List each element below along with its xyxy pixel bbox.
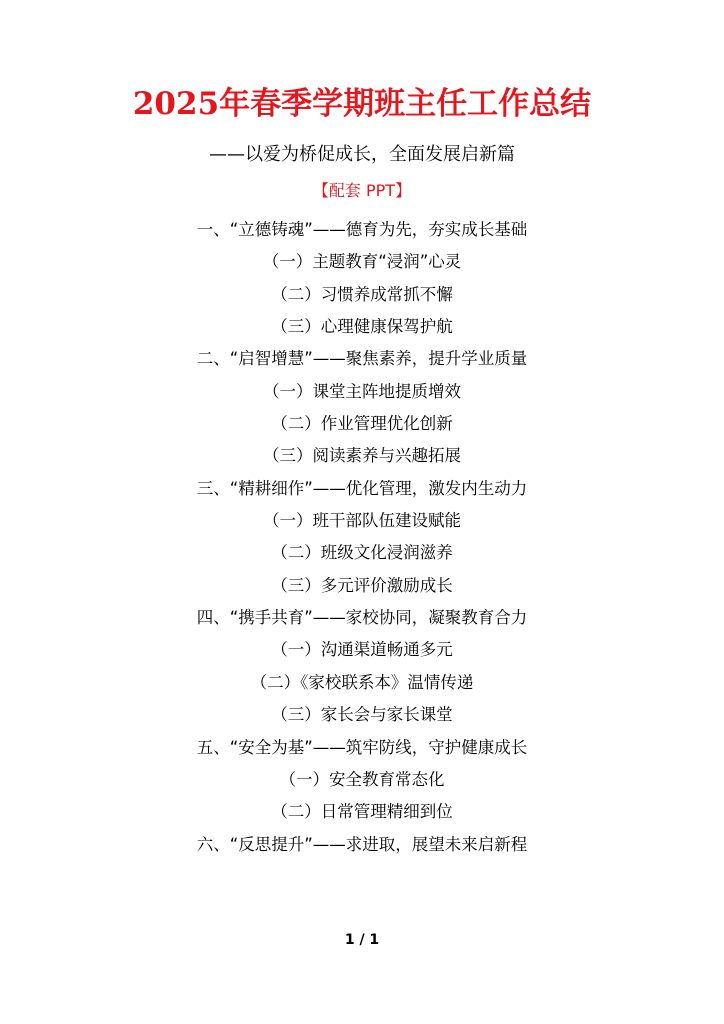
- outline-subsection: （三）心理健康保驾护航: [271, 317, 453, 337]
- outline-section-heading: 四、“携手共育”——家校协同，凝聚教育合力: [196, 608, 528, 628]
- outline-list: [0, 214, 724, 861]
- outline-subsection: （二）习惯养成常抓不懈: [271, 284, 453, 304]
- outline-section-heading: 六、“反思提升”——求进取，展望未来启新程: [196, 834, 528, 854]
- outline-subsection: （一）安全教育常态化: [279, 769, 445, 789]
- document-title: 2025年春季学期班主任工作总结: [132, 86, 592, 122]
- outline-subsection: （二）《家校联系本》温情传递: [250, 672, 474, 692]
- outline-subsection: （一）课堂主阵地提质增效: [263, 381, 461, 401]
- outline-subsection: （二）作业管理优化创新: [271, 414, 453, 434]
- outline-subsection: （三）多元评价激励成长: [271, 575, 453, 595]
- outline-subsection: （一）沟通渠道畅通多元: [271, 640, 453, 660]
- outline-subsection: （二）日常管理精细到位: [271, 802, 453, 822]
- outline-section-heading: 二、“启智增慧”——聚焦素养，提升学业质量: [196, 349, 528, 369]
- page-number: 1 / 1: [344, 932, 380, 948]
- outline-subsection: （二）班级文化浸润滋养: [271, 543, 453, 563]
- outline-subsection: （三）阅读素养与兴趣拓展: [263, 446, 461, 466]
- document-subtitle: ——以爱为桥促成长，全面发展启新篇: [209, 144, 515, 165]
- outline-subsection: （一）主题教育“浸润”心灵: [262, 252, 462, 272]
- outline-section-heading: 五、“安全为基”——筑牢防线，守护健康成长: [196, 737, 528, 757]
- outline-subsection: （三）家长会与家长课堂: [271, 705, 453, 725]
- outline-section-heading: 三、“精耕细作”——优化管理，激发内生动力: [196, 478, 528, 498]
- ppt-label: 【配套 PPT】: [312, 181, 412, 200]
- outline-subsection: （一）班干部队伍建设赋能: [263, 511, 461, 531]
- outline-section-heading: 一、“立德铸魂”——德育为先，夯实成长基础: [196, 220, 528, 239]
